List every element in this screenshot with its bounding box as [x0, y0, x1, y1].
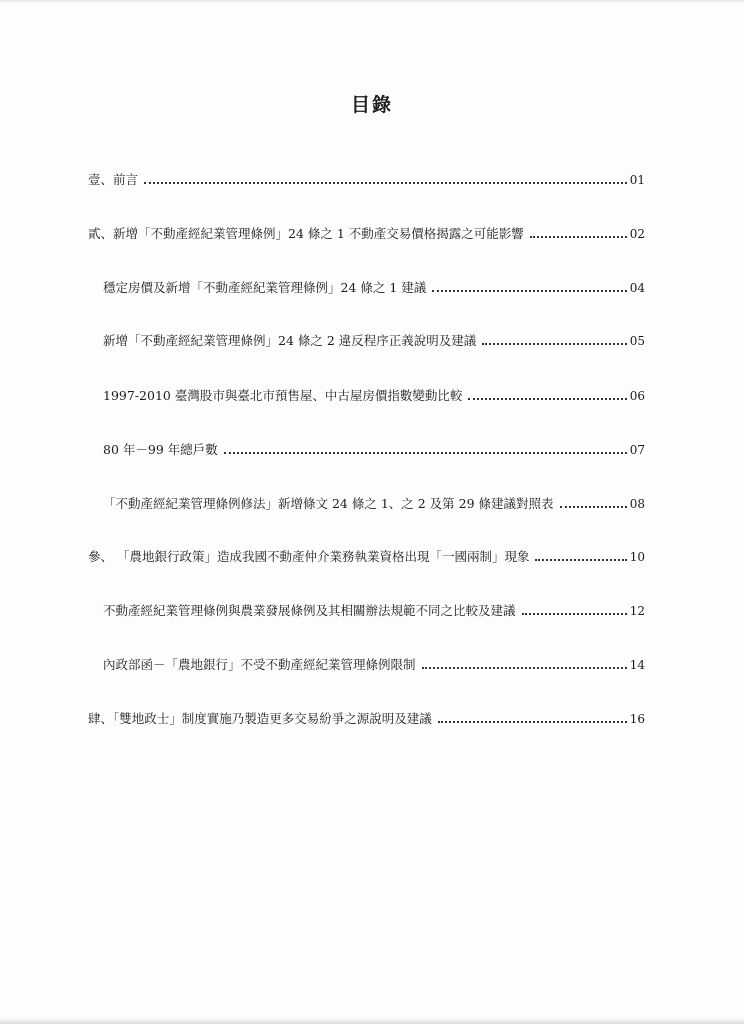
toc-entry — [88, 220, 645, 242]
dot-leader — [560, 506, 627, 508]
page-title: 目錄 — [350, 94, 393, 116]
toc-entry — [103, 382, 645, 404]
toc-entry — [103, 327, 645, 349]
toc-entry-page: 12 — [629, 604, 645, 618]
dot-leader — [438, 721, 627, 723]
toc-entry-page: 04 — [629, 281, 645, 295]
dot-leader — [468, 398, 626, 400]
toc-entry-page: 14 — [629, 658, 645, 672]
toc-entry-page: 06 — [629, 389, 645, 403]
dot-leader — [432, 290, 626, 292]
scan-edge-top — [0, 0, 744, 3]
dot-leader — [224, 452, 627, 454]
toc-entry-page: 02 — [629, 227, 645, 241]
scan-edge-bottom — [0, 1018, 744, 1024]
dot-leader — [535, 559, 626, 561]
toc-entry-page: 05 — [629, 334, 645, 348]
toc-entry-label: 「不動產經紀業管理條例修法」新增條文 24 條之 1、之 2 及第 29 條建議對照表 — [103, 496, 554, 511]
toc-entry-label: 肆、「雙地政士」制度實施乃製造更多交易紛爭之源說明及建議 — [88, 711, 432, 726]
toc-entry-page: 16 — [629, 712, 645, 726]
toc-entry — [103, 274, 645, 296]
toc-entry — [88, 543, 645, 565]
toc-entry — [103, 436, 645, 458]
dot-leader — [144, 182, 627, 184]
toc-entry — [88, 705, 645, 727]
toc-entry — [88, 166, 645, 188]
toc-entry-page: 08 — [629, 497, 645, 511]
toc-entry — [103, 597, 645, 619]
toc-entry — [103, 651, 645, 673]
toc-entry-page: 07 — [629, 443, 645, 457]
dot-leader — [522, 613, 627, 615]
toc-entry-label: 參、 「農地銀行政策」造成我國不動產仲介業務執業資格出現「一國兩制」現象 — [88, 549, 530, 564]
toc-entry — [103, 490, 645, 512]
toc-entry-page: 01 — [629, 173, 645, 187]
toc-entry-label: 80 年－99 年總戶數 — [103, 442, 218, 457]
toc-entry-label: 1997-2010 臺灣股市與臺北市預售屋、中古屋房價指數變動比較 — [103, 388, 463, 403]
toc-entry-label: 穩定房價及新增「不動產經紀業管理條例」24 條之 1 建議 — [103, 280, 427, 295]
toc-entry-label: 壹、前言 — [88, 172, 139, 187]
toc-entry-page: 10 — [629, 550, 645, 564]
toc-entry-label: 不動產經紀業管理條例與農業發展條例及其相關辦法規範不同之比較及建議 — [103, 603, 516, 618]
dot-leader — [530, 236, 627, 238]
toc-entry-label: 內政部函－「農地銀行」不受不動產經紀業管理條例限制 — [103, 657, 416, 672]
toc-entry-label: 貳、新增「不動產經紀業管理條例」24 條之 1 不動產交易價格揭露之可能影響 — [88, 226, 524, 241]
dot-leader — [422, 667, 627, 669]
dot-leader — [482, 343, 626, 345]
toc-entry-label: 新增「不動產經紀業管理條例」24 條之 2 違反程序正義說明及建議 — [103, 333, 477, 348]
